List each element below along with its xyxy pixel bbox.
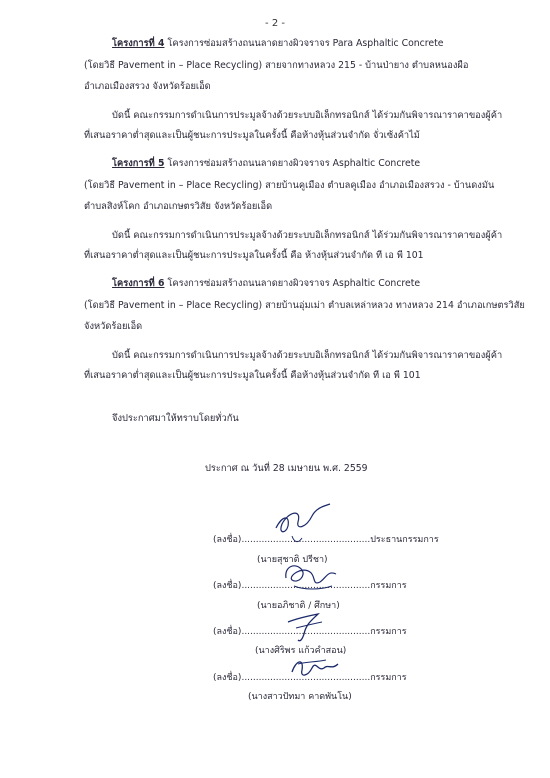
page-number: - 2 - — [265, 18, 285, 29]
project-6-result2: ที่เสนอราคาต่ำสุดและเป็นผู้ชนะการประมูลในครั้งนี้ คือห้างหุ้นส่วนจำกัด ที เอ พี 101 — [84, 370, 421, 381]
project-4-title: โครงการซ่อมสร้างถนนลาดยางผิวจราจร Para Asphaltic Concrete — [167, 38, 444, 49]
signer-role-3: กรรมการ — [370, 627, 407, 637]
project-4-line3: อำเภอเมืองสรวง จังหวัดร้อยเอ็ด — [84, 81, 211, 92]
signer-role-4: กรรมการ — [370, 673, 407, 683]
sign-label-2: (ลงชื่อ) — [213, 581, 242, 591]
project-6-heading: โครงการที่ 6 — [112, 278, 165, 289]
project-5-result1: บัดนี้ คณะกรรมการดำเนินการประมูลจ้างด้วยระบบอิเล็กทรอนิกส์ ได้ร่วมกันพิจารณาราคาของผู้ค้า — [112, 230, 503, 241]
project-4-result2: ที่เสนอราคาต่ำสุดและเป็นผู้ชนะการประมูลในครั้งนี้ คือห้างหุ้นส่วนจำกัด จั่วเซ้งค้าไม้ — [84, 130, 420, 141]
project-4-line2: (โดยวิธี Pavement in – Place Recycling) สายจากทางหลวง 215 - บ้านป่ายาง ตำบลหนองผือ — [84, 60, 469, 71]
project-5-title: โครงการซ่อมสร้างถนนลาดยางผิวจราจร Asphaltic Concrete — [167, 158, 421, 169]
project-6-title: โครงการซ่อมสร้างถนนลาดยางผิวจราจร Asphaltic Concrete — [167, 278, 421, 289]
project-6-line3: จังหวัดร้อยเอ็ด — [84, 321, 143, 332]
project-4-result1: บัดนี้ คณะกรรมการดำเนินการประมูลจ้างด้วยระบบอิเล็กทรอนิกส์ ได้ร่วมกันพิจารณาราคาของผู้ค้า — [112, 110, 503, 121]
project-5-line3: ตำบลสิงห์โคก อำเภอเกษตรวิสัย จังหวัดร้อยเอ็ด — [84, 201, 273, 212]
announcement-date: ประกาศ ณ วันที่ 28 เมษายน พ.ศ. 2559 — [205, 463, 368, 474]
sign-label-4: (ลงชื่อ) — [213, 673, 242, 683]
project-5-line2: (โดยวิธี Pavement in – Place Recycling) สายบ้านคูเมือง ตำบลคูเมือง อำเภอเมืองสรวง - บ้านดงมัน — [84, 180, 495, 191]
sign-label-3: (ลงชื่อ) — [213, 627, 242, 637]
project-5-heading: โครงการที่ 5 — [112, 158, 165, 169]
project-5-result2: ที่เสนอราคาต่ำสุดและเป็นผู้ชนะการประมูลในครั้งนี้ คือ ห้างหุ้นส่วนจำกัด ที เอ พี 101 — [84, 250, 424, 261]
project-6-line2: (โดยวิธี Pavement in – Place Recycling) สายบ้านอุ่มเม่า ตำบลเหล่าหลวง ทางหลวง 214 อำเภอเกษตรวิสัย — [84, 300, 525, 311]
signer-name-4: (นางสาวปัทมา คาดพันโน) — [248, 692, 352, 702]
closing-statement: จึงประกาศมาให้ทราบโดยทั่วกัน — [112, 413, 239, 424]
signer-role-1: ประธานกรรมการ — [370, 535, 439, 545]
document-page: - 2 - โครงการที่ 4 โครงการซ่อมสร้างถนนลาดยางผิวจราจร Para Asphaltic Concrete (โดยวิธี Pavement in – Place Recycling) สายจากทางหลวง 215 - บ้านป่ายาง ตำบลหนองผือ อำเภอเมืองสรวง จังหวัดร้อยเอ็ด บัดนี้ คณะกรรมการดำเนินการประมูลจ้างด้วยระบบอิเล็กทรอนิกส์ ได้ร่วมกันพิจารณาราคาของผู้ค้า ที่เสนอราคาต่ำสุดและเป็นผู้ชนะการประมูลในครั้งนี้ คือห้างหุ้นส่วนจำกัด จั่วเซ้งค้าไม้ โครงการที่ 5 โครงการซ่อมสร้างถนนลาดยางผิวจราจร Asphaltic Concrete (โดยวิธี Pavement in – Place Recycling) สายบ้านคูเมือง ตำบลคูเมือง อำเภอเมืองสรวง - บ้านดงมัน ตำบลสิงห์โคก อำเภอเกษตรวิสัย จังหวัดร้อยเอ็ด บัดนี้ คณะกรรมการดำเนินการประมูลจ้างด้วยระบบอิเล็กทรอนิกส์ ได้ร่วมกันพิจารณาราคาของผู้ค้า ที่เสนอราคาต่ำสุดและเป็นผู้ชนะการประมูลในครั้งนี้ คือ ห้างหุ้นส่วนจำกัด ที เอ พี 101 โครงการที่ 6 โครงการซ่อมสร้างถนนลาดยางผิวจราจร Asphaltic Concrete (โดยวิธี Pavement in – Place Recycling) สายบ้านอุ่มเม่า ตำบลเหล่าหลวง ทางหลวง 214 อำเภอเกษตรวิสัย จังหวัดร้อยเอ็ด บัดนี้ คณะกรรมการดำเนินการประมูลจ้างด้วยระบบอิเล็กทรอนิกส์ ได้ร่วมกันพิจารณาราคาของผู้ค้า ที่เสนอราคาต่ำสุดและเป็นผู้ชนะการประมูลในครั้งนี้ คือห้างหุ้นส่วนจำกัด ที เอ พี 101 จึงประกาศมาให้ทราบโดยทั่วกัน ประกาศ ณ วันที่ 28 เมษายน พ.ศ. 2559 (ลงชื่อ).............................................ประธานกรรมการ (นายสุชาติ ปรีชา) (ลงชื่อ).............................................กรรมการ (นายอภิชาติ / ศึกษา) (ลงชื่อ).............................................กรรมการ (นางศิริพร แก้วคำสอน) (ลงชื่อ).............................................กรรมการ (นางสาวปัทมา คาดพันโน) — [0, 0, 550, 778]
signer-name-2: (นายอภิชาติ / ศึกษา) — [257, 601, 340, 611]
signer-role-2: กรรมการ — [370, 581, 407, 591]
signer-name-3: (นางศิริพร แก้วคำสอน) — [255, 646, 347, 656]
project-4-heading: โครงการที่ 4 — [112, 38, 165, 49]
sign-label-1: (ลงชื่อ) — [213, 535, 242, 545]
project-6-result1: บัดนี้ คณะกรรมการดำเนินการประมูลจ้างด้วยระบบอิเล็กทรอนิกส์ ได้ร่วมกันพิจารณาราคาของผู้ค้า — [112, 350, 503, 361]
signer-name-1: (นายสุชาติ ปรีชา) — [257, 555, 328, 565]
